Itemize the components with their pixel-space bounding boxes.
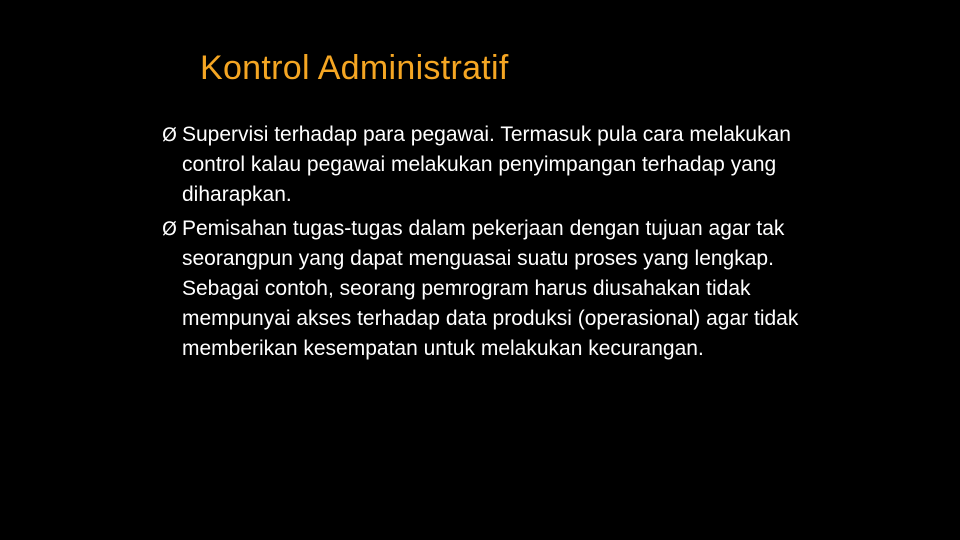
bullet-text: Pemisahan tugas-tugas dalam pekerjaan dengan tujuan agar tak seorangpun yang dapat menguasai suatu proses yang lengkap. Sebagai contoh, seorang pemrogram harus diusahakan tidak mempunyai akses terhadap data produksi (operasional) agar tidak memberikan kesempatan untuk melakukan kecurangan. — [182, 217, 799, 360]
arrow-bullet-icon: Ø — [162, 218, 177, 240]
bullet-item — [162, 214, 802, 364]
bullet-item — [162, 120, 802, 210]
slide-title: Kontrol Administratif — [200, 49, 509, 87]
bullet-text: Supervisi terhadap para pegawai. Termasuk pula cara melakukan control kalau pegawai melakukan penyimpangan terhadap yang diharapkan. — [182, 123, 791, 206]
arrow-bullet-icon: Ø — [162, 124, 177, 146]
bullet-list — [162, 120, 802, 368]
